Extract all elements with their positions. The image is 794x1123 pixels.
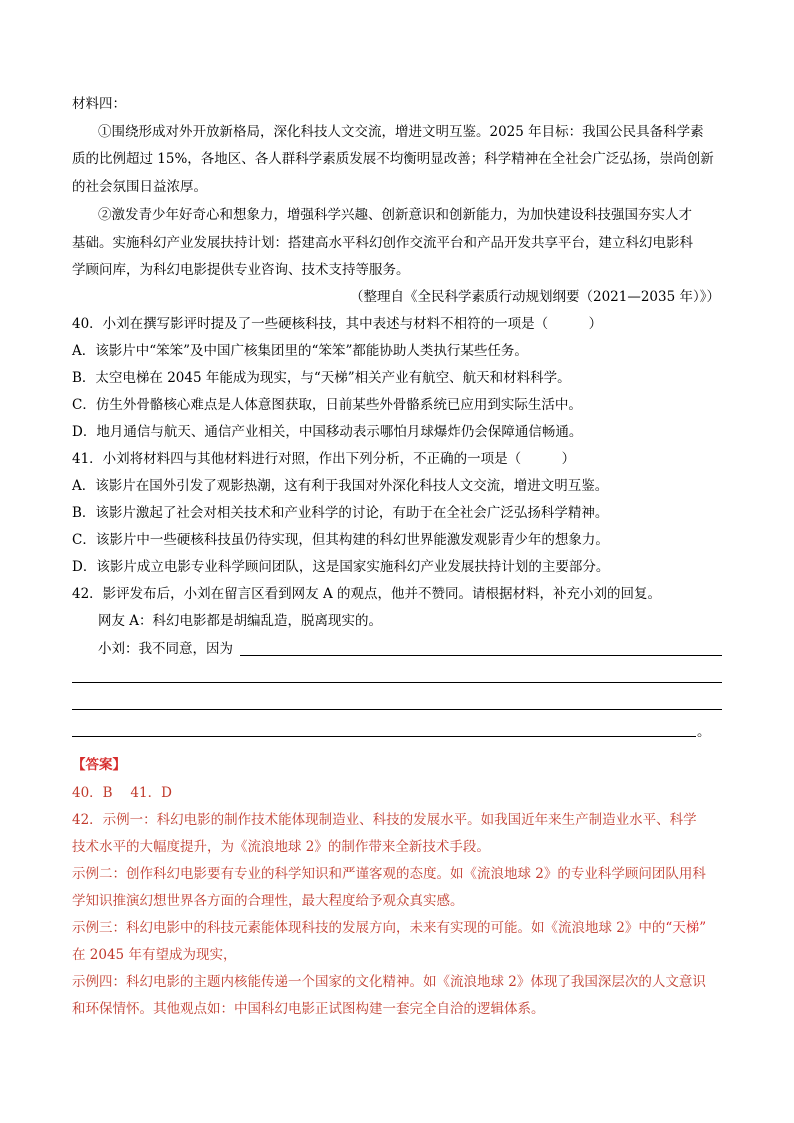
- q41-option-a: A．该影片在国外引发了观影热潮，这有利于我国对外深化科技人文交流，增进文明互鉴。: [72, 478, 609, 494]
- material-p1-line1: ①围绕形成对外开放新格局，深化科技人文交流，增进文明互鉴。2025 年目标：我国公民具备科学素: [98, 124, 704, 140]
- q41-option-c: C．该影片中一些硬核科技虽仍待实现，但其构建的科幻世界能激发观影青少年的想象力。: [72, 532, 609, 548]
- q40-option-b: B．太空电梯在 2045 年能成为现实，与“天梯”相关产业有航空、航天和材料科学。: [72, 370, 571, 386]
- q40-stem: 40．小刘在撰写影评时提及了一些硬核科技，其中表述与材料不相符的一项是（ ）: [72, 316, 603, 332]
- q42-netizen-comment: 网友 A：科幻电影都是胡编乱造，脱离现实的。: [98, 613, 383, 629]
- answer-example2-line1: 示例二：创作科幻电影要有专业的科学知识和严谨客观的态度。如《流浪地球 2》的专业科学顾问团队用科: [72, 866, 706, 882]
- answer-example3-line1: [72, 918, 706, 938]
- answer-choices: 40．B 41．D: [72, 785, 172, 801]
- answer-blank-line[interactable]: [72, 709, 722, 710]
- answer-blank-line[interactable]: [240, 655, 722, 656]
- q40-option-c: C．仿生外骨骼核心难点是人体意图获取，日前某些外骨骼系统已应用到实际生活中。: [72, 397, 582, 413]
- material-p2-line1: ②激发青少年好奇心和想象力，增强科学兴趣、创新意识和创新能力，为加快建设科技强国夯实人才: [98, 207, 692, 223]
- q40-option-d: D．地月通信与航天、通信产业相关，中国移动表示哪怕月球爆炸仍会保障通信畅通。: [72, 424, 583, 440]
- answer-example2-line2: 学知识推演幻想世界各方面的合理性，最大程度给予观众真实感。: [72, 893, 464, 909]
- answer-example3-line2: 在 2045 年有望成为现实，: [72, 947, 237, 963]
- material-p2-line2: 基础。实施科幻产业发展扶持计划：搭建高水平科幻创作交流平台和产品开发共享平台，建立科幻电影科: [72, 235, 693, 251]
- answer-example3-quote: “天梯”: [665, 920, 707, 936]
- answer-heading: 【答案】: [72, 757, 126, 773]
- answer-example4-line1: 示例四：科幻电影的主题内核能传递一个国家的文化精神。如《流浪地球 2》体现了我国深层次的人文意识: [72, 974, 706, 990]
- answer-example1-line2: 技术水平的大幅度提升，为《流浪地球 2》的制作带来全新技术手段。: [72, 839, 490, 855]
- material-title: 材料四：: [72, 96, 126, 112]
- material-p1-line2: 质的比例超过 15%，各地区、各人群科学素质发展不均衡明显改善；科学精神在全社会广泛弘扬，崇尚创新: [72, 151, 714, 167]
- answer-blank-line[interactable]: [72, 682, 722, 683]
- material-p1-line3: 的社会氛围日益浓厚。: [72, 179, 207, 195]
- q42-reply-prefix: 小刘：我不同意，因为: [98, 641, 233, 657]
- answer-example3-text: 示例三：科幻电影中的科技元素能体现科技的发展方向，未来有实现的可能。如《流浪地球 2》中的: [72, 920, 666, 936]
- answer-blank-line[interactable]: [72, 736, 696, 737]
- answer-end-mark: 。: [697, 724, 711, 740]
- material-source: （整理自《全民科学素质行动规划纲要（2021—2035 年）》）: [349, 289, 720, 305]
- q41-stem: 41．小刘将材料四与其他材料进行对照，作出下列分析，不正确的一项是（ ）: [72, 451, 576, 467]
- answer-example1-line1: 42．示例一：科幻电影的制作技术能体现制造业、科技的发展水平。如我国近年来生产制造业水平、科学: [72, 812, 697, 828]
- q40-option-a: A．该影片中“笨笨”及中国广核集团里的“笨笨”都能协助人类执行某些任务。: [72, 343, 528, 359]
- q41-option-b: B．该影片激起了社会对相关技术和产业科学的讨论，有助于在全社会广泛弘扬科学精神。: [72, 505, 609, 521]
- material-p2-line3: 学顾问库，为科幻电影提供专业咨询、技术支持等服务。: [72, 262, 410, 278]
- answer-example4-line2: 和环保情怀。其他观点如：中国科幻电影正试图构建一套完全自洽的逻辑体系。: [72, 1001, 545, 1017]
- q41-option-d: D．该影片成立电影专业科学顾问团队，这是国家实施科幻产业发展扶持计划的主要部分。: [72, 559, 610, 575]
- q42-stem: 42．影评发布后，小刘在留言区看到网友 A 的观点，他并不赞同。请根据材料，补充小刘的回复。: [72, 586, 662, 602]
